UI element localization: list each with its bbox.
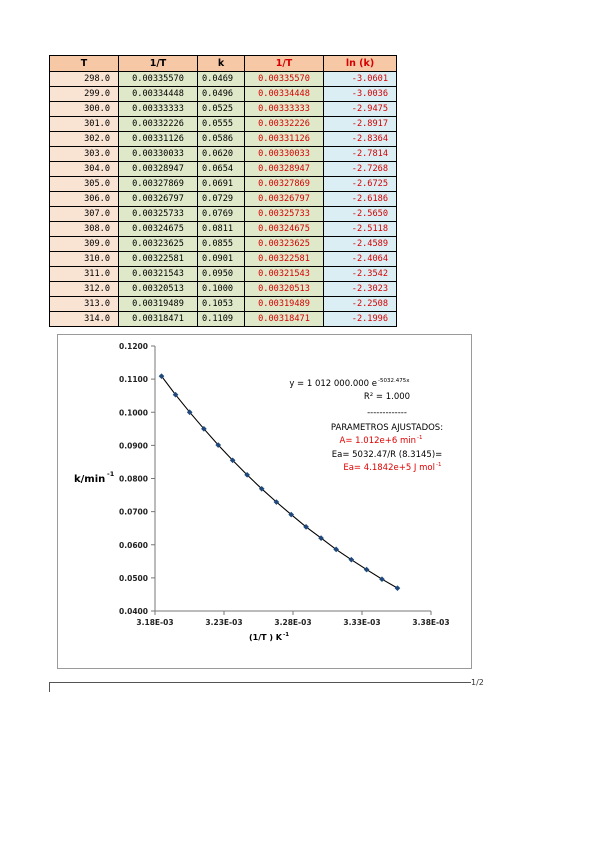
- table-cell: 0.00319489: [119, 297, 198, 312]
- table-cell: 0.00326797: [119, 192, 198, 207]
- table-cell: 0.1053: [198, 297, 245, 312]
- table-cell: 0.00320513: [119, 282, 198, 297]
- table-row: [50, 147, 397, 162]
- table-cell: -2.8917: [324, 117, 397, 132]
- table-cell: 0.00330033: [119, 147, 198, 162]
- table-cell: -2.6186: [324, 192, 397, 207]
- y-tick-label: 0.0700: [119, 507, 148, 517]
- k-vs-inverse-T-chart: [58, 335, 471, 668]
- separator: -------------: [367, 408, 407, 418]
- data-point: [395, 585, 401, 591]
- table-cell: 298.0: [50, 72, 119, 87]
- table-cell: 0.00322581: [119, 252, 198, 267]
- table-cell: 314.0: [50, 312, 119, 327]
- table-row: [50, 207, 397, 222]
- header-inv-T: 1/T: [119, 56, 198, 72]
- table-cell: 0.0855: [198, 237, 245, 252]
- param-A-sup: -1: [417, 435, 423, 441]
- table-row: [50, 117, 397, 132]
- table-row: [50, 282, 397, 297]
- table-cell: 0.00330033: [245, 147, 324, 162]
- table-cell: 0.00328947: [245, 162, 324, 177]
- table-cell: 0.0811: [198, 222, 245, 237]
- table-cell: 0.0654: [198, 162, 245, 177]
- exponential-trendline: [162, 376, 398, 588]
- table-cell: 0.00327869: [245, 177, 324, 192]
- table-row: [50, 132, 397, 147]
- header-inv-T-red: 1/T: [245, 56, 324, 72]
- table-cell: 308.0: [50, 222, 119, 237]
- x-axis-label-sup: -1: [283, 632, 290, 638]
- table-cell: 0.00332226: [245, 117, 324, 132]
- table-cell: 0.00323625: [245, 237, 324, 252]
- param-Ea: Ea= 4.1842e+5 J mol: [343, 463, 435, 473]
- data-point: [364, 567, 370, 573]
- table-cell: 0.1109: [198, 312, 245, 327]
- table-cell: 0.0496: [198, 87, 245, 102]
- table-cell: 0.00335570: [245, 72, 324, 87]
- footer-divider: [49, 682, 471, 683]
- data-point: [379, 576, 385, 582]
- table-cell: 0.00325733: [119, 207, 198, 222]
- table-cell: 0.0729: [198, 192, 245, 207]
- table-cell: 0.00334448: [245, 87, 324, 102]
- x-tick-label: 3.18E-03: [136, 618, 174, 627]
- table-cell: 0.00332226: [119, 117, 198, 132]
- table-cell: 0.0620: [198, 147, 245, 162]
- table-row: [50, 162, 397, 177]
- table-cell: 0.00324675: [119, 222, 198, 237]
- x-tick-label: 3.23E-03: [205, 618, 243, 627]
- table-cell: 307.0: [50, 207, 119, 222]
- table-cell: 0.00320513: [245, 282, 324, 297]
- table-row: [50, 177, 397, 192]
- table-row: [50, 72, 397, 87]
- y-axis-label: k/min: [74, 474, 106, 485]
- table-cell: 301.0: [50, 117, 119, 132]
- table-cell: -2.2508: [324, 297, 397, 312]
- x-tick-label: 3.33E-03: [343, 618, 381, 627]
- y-tick-label: 0.0600: [119, 540, 148, 550]
- param-Ea-sup: -1: [436, 462, 442, 468]
- table-cell: 0.0950: [198, 267, 245, 282]
- table-cell: 0.0769: [198, 207, 245, 222]
- table-cell: 0.00324675: [245, 222, 324, 237]
- y-tick-label: 0.0800: [119, 474, 148, 484]
- table-cell: 0.00318471: [245, 312, 324, 327]
- table-row: [50, 267, 397, 282]
- x-tick-label: 3.28E-03: [274, 618, 312, 627]
- table-row: [50, 312, 397, 327]
- page-number: 1/2: [471, 678, 484, 687]
- table-cell: -3.0036: [324, 87, 397, 102]
- table-cell: 299.0: [50, 87, 119, 102]
- table-cell: -2.5118: [324, 222, 397, 237]
- trendline-equation: y = 1 012 000.000 e: [289, 379, 377, 389]
- table-cell: -2.6725: [324, 177, 397, 192]
- table-cell: 0.0525: [198, 102, 245, 117]
- y-tick-label: 0.0900: [119, 441, 148, 451]
- table-cell: 309.0: [50, 237, 119, 252]
- table-cell: 310.0: [50, 252, 119, 267]
- table-cell: 0.00328947: [119, 162, 198, 177]
- table-cell: -2.3023: [324, 282, 397, 297]
- header-T: T: [50, 56, 119, 72]
- y-tick-label: 0.1000: [119, 408, 148, 418]
- table-cell: 0.0586: [198, 132, 245, 147]
- table-cell: 0.1000: [198, 282, 245, 297]
- table-row: [50, 87, 397, 102]
- table-cell: -2.5650: [324, 207, 397, 222]
- table-cell: 0.00325733: [245, 207, 324, 222]
- table-cell: -2.8364: [324, 132, 397, 147]
- table-row: [50, 297, 397, 312]
- table-row: [50, 192, 397, 207]
- table-cell: 0.00334448: [119, 87, 198, 102]
- data-table: [49, 55, 397, 327]
- table-row: [50, 237, 397, 252]
- table-cell: 0.0555: [198, 117, 245, 132]
- table-cell: -2.3542: [324, 267, 397, 282]
- y-tick-label: 0.0400: [119, 607, 148, 616]
- chart-frame: [57, 334, 472, 669]
- table-cell: -2.4589: [324, 237, 397, 252]
- table-cell: 313.0: [50, 297, 119, 312]
- r-squared: R² = 1.000: [363, 392, 411, 402]
- table-row: [50, 252, 397, 267]
- table-cell: 0.00331126: [119, 132, 198, 147]
- table-cell: 0.00318471: [119, 312, 198, 327]
- table-row: [50, 102, 397, 117]
- table-header-row: [50, 56, 397, 72]
- table-cell: 0.00322581: [245, 252, 324, 267]
- table-cell: 302.0: [50, 132, 119, 147]
- x-tick-label: 3.38E-03: [412, 618, 450, 627]
- table-cell: 312.0: [50, 282, 119, 297]
- table-cell: 0.0691: [198, 177, 245, 192]
- table-cell: 0.00319489: [245, 297, 324, 312]
- param-A: A= 1.012e+6 min: [339, 436, 416, 446]
- table-cell: 0.00323625: [119, 237, 198, 252]
- table-cell: -2.4064: [324, 252, 397, 267]
- x-axis-label: (1/T ) K: [248, 633, 282, 642]
- param-Ea-formula: Ea= 5032.47/R (8.3145)=: [331, 450, 443, 460]
- header-ln-k: ln (k): [324, 56, 397, 72]
- table-cell: 0.00333333: [245, 102, 324, 117]
- params-title: PARAMETROS AJUSTADOS:: [330, 423, 444, 433]
- table-cell: 303.0: [50, 147, 119, 162]
- table-cell: -2.7814: [324, 147, 397, 162]
- table-cell: 0.00335570: [119, 72, 198, 87]
- table-cell: 0.00327869: [119, 177, 198, 192]
- table-cell: 311.0: [50, 267, 119, 282]
- table-cell: -2.7268: [324, 162, 397, 177]
- table-cell: -3.0601: [324, 72, 397, 87]
- trendline-equation-exponent: -5032.475x: [378, 378, 410, 384]
- table-cell: 0.00326797: [245, 192, 324, 207]
- table-cell: 305.0: [50, 177, 119, 192]
- header-k: k: [198, 56, 245, 72]
- table-cell: 0.00333333: [119, 102, 198, 117]
- table-cell: 300.0: [50, 102, 119, 117]
- y-tick-label: 0.1100: [119, 375, 148, 385]
- table-cell: -2.9475: [324, 102, 397, 117]
- footer-divider-tick: [49, 682, 50, 692]
- table-cell: -2.1996: [324, 312, 397, 327]
- table-cell: 0.00321543: [119, 267, 198, 282]
- table-cell: 304.0: [50, 162, 119, 177]
- table-cell: 306.0: [50, 192, 119, 207]
- y-axis-label-sup: -1: [107, 470, 115, 478]
- table-cell: 0.00321543: [245, 267, 324, 282]
- y-tick-label: 0.1200: [119, 342, 148, 351]
- y-tick-label: 0.0500: [119, 573, 148, 583]
- table-cell: 0.0469: [198, 72, 245, 87]
- table-cell: 0.0901: [198, 252, 245, 267]
- table-cell: 0.00331126: [245, 132, 324, 147]
- table-row: [50, 222, 397, 237]
